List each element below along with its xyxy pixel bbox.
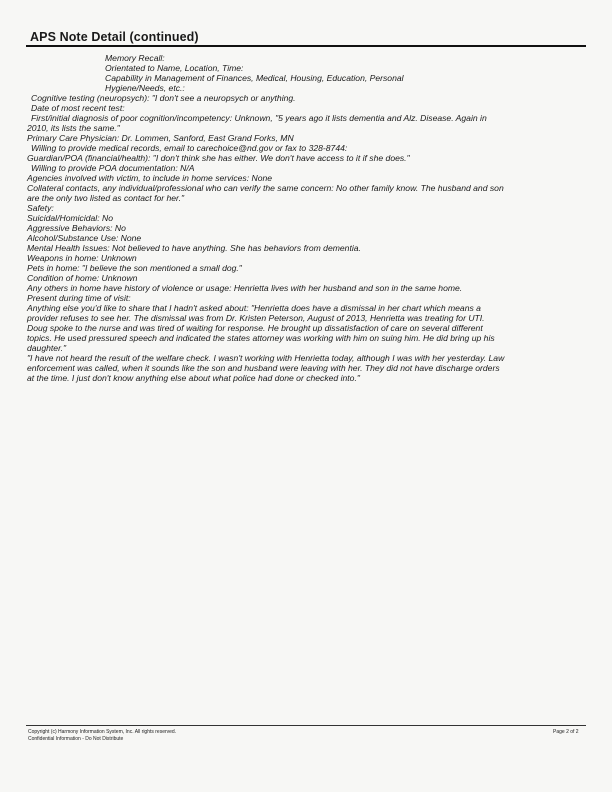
note-line: Safety: [27, 203, 54, 213]
note-line: Collateral contacts, any individual/professional who can verify the same concern: No other family know. The husband and son [27, 183, 504, 193]
note-line: Cognitive testing (neuropsych): "I don't see a neuropsych or anything. [31, 93, 296, 103]
note-line: Suicidal/Homicidal: No [27, 213, 113, 223]
note-line: First/initial diagnosis of poor cognition/incompetency: Unknown, "5 years ago it lists dementia and Alz. Disease. Again in [31, 113, 487, 123]
note-line: Date of most recent test: [31, 103, 125, 113]
note-line: provider refuses to see her. The dismissal was from Dr. Kristen Peterson, August of 2013, Henrietta was treating for UTI. [27, 313, 485, 323]
note-line: Orientated to Name, Location, Time: [105, 63, 244, 73]
page-number: Page 2 of 2 [553, 729, 579, 735]
note-line: 2010, its lists the same." [27, 123, 120, 133]
confidential-text: Confidential Information - Do Not Distribute [28, 736, 124, 742]
note-line: Mental Health Issues: Not believed to have anything. She has behaviors from dementia. [27, 243, 361, 253]
note-line: Guardian/POA (financial/health): "I don't think she has either. We don't have access to it if she does." [27, 153, 410, 163]
note-line: daughter." [27, 343, 67, 353]
note-line: topics. He used pressured speech and indicated the states attorney was working with him on suing him. He did bring up his [27, 333, 495, 343]
note-line: Agencies involved with victim, to include in home services: None [27, 173, 273, 183]
page-title: APS Note Detail (continued) [30, 30, 199, 44]
note-line: Willing to provide POA documentation: N/A [31, 163, 195, 173]
header-divider [26, 45, 586, 47]
note-line: Primary Care Physician: Dr. Lommen, Sanford, East Grand Forks, MN [27, 133, 294, 143]
note-line: Pets in home: "I believe the son mentioned a small dog." [27, 263, 242, 273]
note-line: are the only two listed as contact for her." [27, 193, 185, 203]
note-line: Any others in home have history of violence or usage: Henrietta lives with her husband and son in the same home. [27, 283, 463, 293]
note-line: enforcement was called, when it sounds like the son and husband were leaving with her. They did not have discharge orders [27, 363, 500, 373]
note-line: Memory Recall: [105, 53, 165, 63]
note-line: Anything else you'd like to share that I hadn't asked about: "Henrietta does have a dismissal in her chart which means a [27, 303, 481, 313]
copyright-text: Copyright (c) Harmony Information System, Inc. All rights reserved. [28, 729, 177, 735]
note-line: at the time. I just don't know anything else about what police had done or checked into." [27, 373, 360, 383]
footer-divider [26, 725, 586, 726]
note-line: Condition of home: Unknown [27, 273, 138, 283]
note-line: Hygiene/Needs, etc.: [105, 83, 185, 93]
note-line: Alcohol/Substance Use: None [27, 233, 142, 243]
footer-notice [28, 729, 176, 743]
note-body [27, 53, 587, 383]
note-line: Present during time of visit: [27, 293, 131, 303]
note-line: "I have not heard the result of the welfare check. I wasn't working with Henrietta today, although I was with her yesterday. Law [27, 353, 505, 363]
note-line: Willing to provide medical records, email to carechoice@nd.gov or fax to 328-8744: [31, 143, 348, 153]
note-line: Doug spoke to the nurse and was tired of waiting for response. He brought up dissatisfaction of care on several different [27, 323, 483, 333]
note-line: Capability in Management of Finances, Medical, Housing, Education, Personal [105, 73, 404, 83]
note-line: Weapons in home: Unknown [27, 253, 137, 263]
note-line: Aggressive Behaviors: No [27, 223, 126, 233]
